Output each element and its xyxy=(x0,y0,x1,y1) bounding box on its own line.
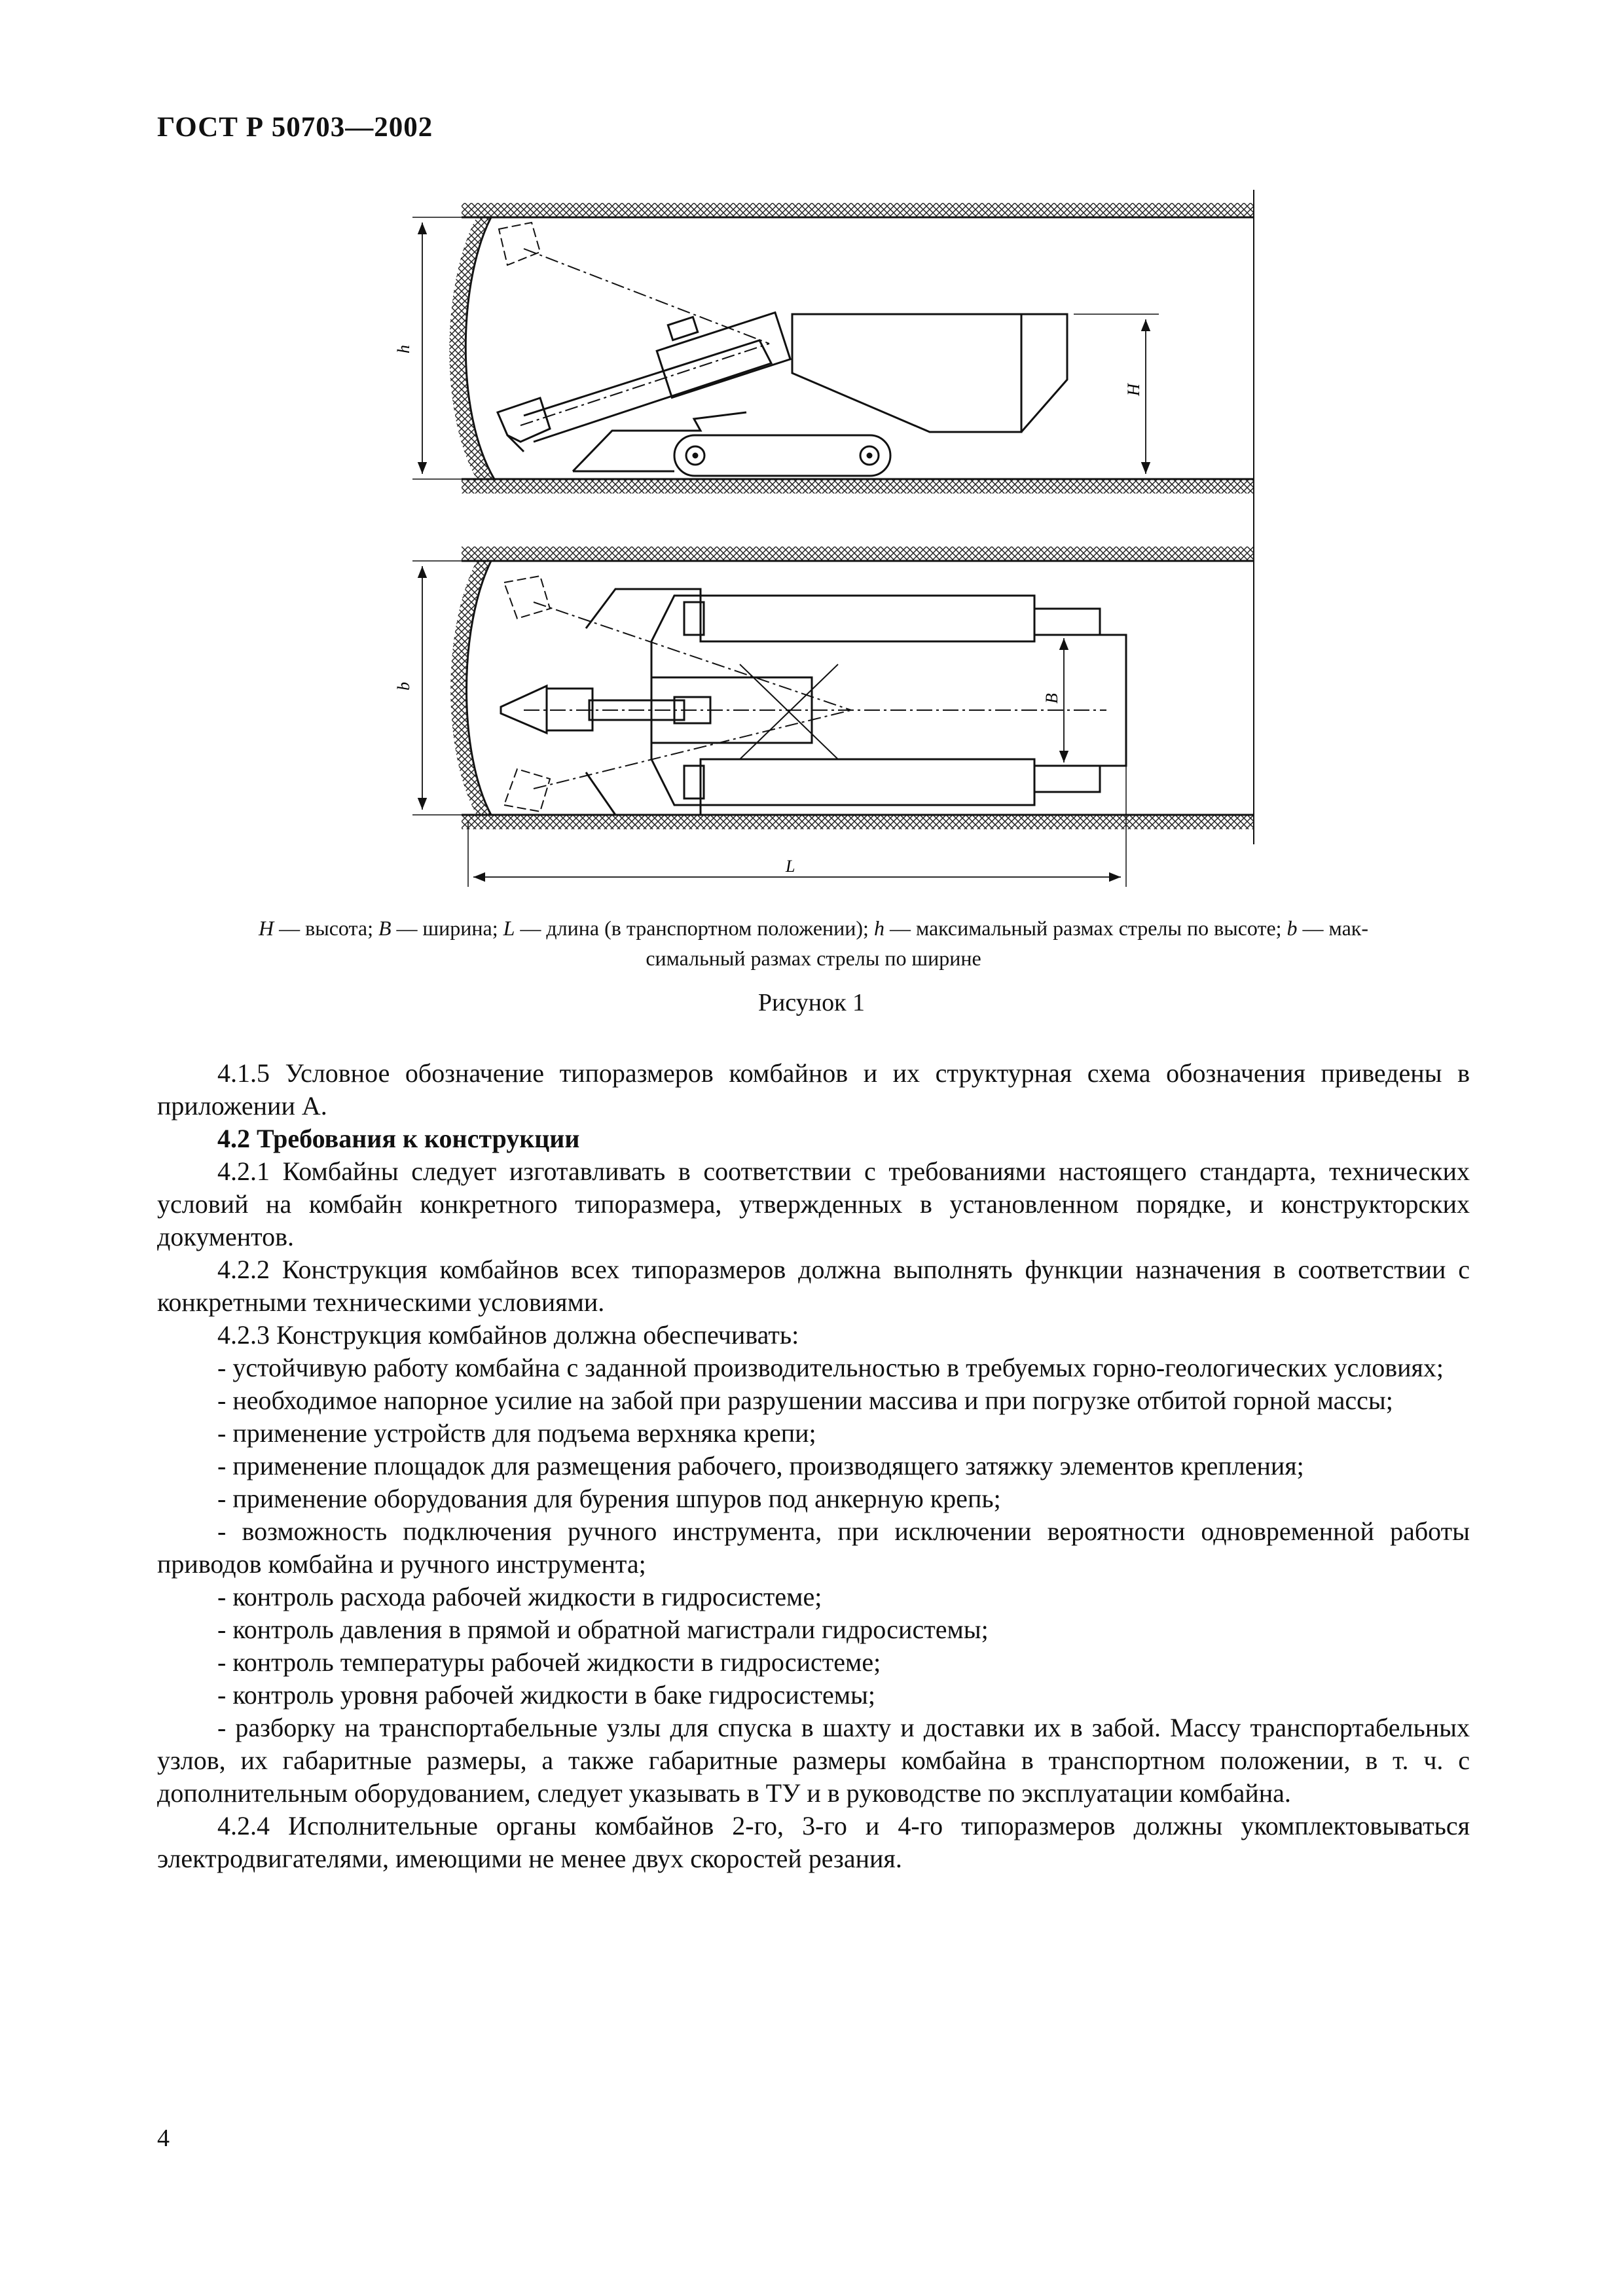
paragraph: - устойчивую работу комбайна с заданной производительностью в требуемых горно-геологических условиях; xyxy=(217,1353,1444,1382)
legend-line-1 xyxy=(157,913,1470,943)
figure-1-drawing xyxy=(393,183,1277,897)
page-number: 4 xyxy=(157,2125,170,2152)
legend-line-2: симальный размах стрелы по ширине xyxy=(646,946,981,970)
legend-sym: B xyxy=(378,916,392,940)
section-heading: 4.2 Требования к конструкции xyxy=(217,1124,580,1153)
paragraph: - применение устройств для подъема верхняка крепи; xyxy=(217,1418,816,1448)
paragraph: - возможность подключения ручного инструмента, при исключении вероятности одновременной работы приводов комбайна и ручного инструмента; xyxy=(157,1516,1470,1579)
legend-text: — длина (в транспортном положении); xyxy=(515,916,874,940)
document-header: ГОСТ Р 50703—2002 xyxy=(157,112,433,143)
legend-sym: L xyxy=(503,916,515,940)
roadheader-schematic xyxy=(393,183,1277,897)
paragraph: 4.2.3 Конструкция комбайнов должна обеспечивать: xyxy=(217,1320,799,1350)
legend-sym: b xyxy=(1286,916,1298,940)
dim-label-H: H xyxy=(1124,384,1143,396)
paragraph: - применение оборудования для бурения шпуров под анкерную крепь; xyxy=(217,1484,1001,1513)
paragraph: - применение площадок для размещения рабочего, производящего затяжку элементов крепления; xyxy=(217,1451,1304,1480)
paragraph: - контроль уровня рабочей жидкости в баке гидросистемы; xyxy=(217,1680,876,1710)
dim-label-h: h xyxy=(394,345,413,353)
legend-sym: h xyxy=(873,916,884,940)
legend-text: — мак- xyxy=(1297,916,1368,940)
plan-view xyxy=(412,547,1254,887)
paragraph: - контроль температуры рабочей жидкости в гидросистеме; xyxy=(217,1647,881,1677)
legend-text: — высота; xyxy=(274,916,378,940)
paragraph: - необходимое напорное усилие на забой при разрушении массива и при погрузке отбитой горной массы; xyxy=(217,1386,1393,1415)
paragraph: - контроль давления в прямой и обратной магистрали гидросистемы; xyxy=(217,1615,989,1644)
legend-sym: H xyxy=(259,916,274,940)
dim-label-B: B xyxy=(1042,693,1061,704)
paragraph: - разборку на транспортабельные узлы для спуска в шахту и доставки их в забой. Массу транспортабельных узлов, их габаритные размеры, а также габаритные размеры комбайна в транспортном положении, в т. ч. с дополнительным оборудованием, следует указывать в ТУ и в руководстве по эксплуатации комбайна. xyxy=(157,1713,1470,1808)
paragraph: 4.2.4 Исполнительные органы комбайнов 2-го, 3-го и 4-го типоразмеров должны укомплектовываться электродвигателями, имеющими не менее двух скоростей резания. xyxy=(157,1811,1470,1873)
side-view xyxy=(412,190,1254,844)
body-text xyxy=(157,1057,1470,1875)
legend-text: — максимальный размах стрелы по высоте; xyxy=(884,916,1287,940)
paragraph: 4.2.2 Конструкция комбайнов всех типоразмеров должна выполнять функции назначения в соответствии с конкретными техническими условиями. xyxy=(157,1255,1470,1317)
paragraph: 4.1.5 Условное обозначение типоразмеров комбайнов и их структурная схема обозначения приведены в приложении А. xyxy=(157,1058,1470,1121)
legend-text: — ширина; xyxy=(391,916,503,940)
dim-label-b: b xyxy=(394,682,413,691)
figure-legend xyxy=(157,913,1470,973)
dim-label-L: L xyxy=(786,857,795,876)
figure-caption: Рисунок 1 xyxy=(757,989,866,1016)
paragraph: 4.2.1 Комбайны следует изготавливать в соответствии с требованиями настоящего стандарта, технических условий на комбайн конкретного типоразмера, утвержденных в установленном порядке, и конструкторских документов. xyxy=(157,1157,1470,1251)
paragraph: - контроль расхода рабочей жидкости в гидросистеме; xyxy=(217,1582,822,1611)
